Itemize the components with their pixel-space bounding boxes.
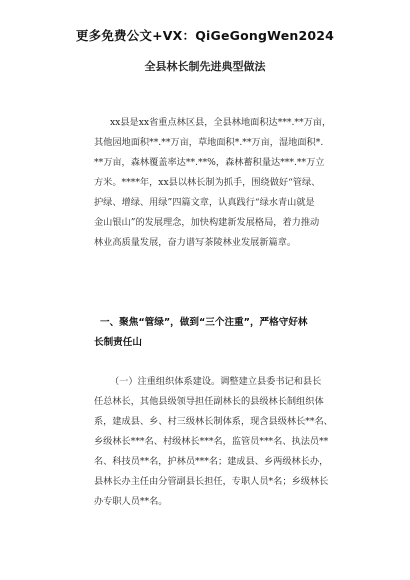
paragraph-line: 方米。****年，xx县以林长制为抓手，围绕做好“管绿、 xyxy=(94,177,321,188)
section-heading xyxy=(94,313,330,353)
paragraph-line: **万亩，森林覆盖率达**.**%，森林蓄积量达***.**万立 xyxy=(94,157,325,168)
watermark-header: 更多免费公文+VX：QiGeGongWen2024 xyxy=(75,28,335,43)
section-paragraph xyxy=(94,372,333,512)
paragraph-line: 任总林长，其他县级领导担任副林长的县级林长制组织体 xyxy=(94,396,324,407)
paragraph-line: 护绿、增绿、用绿”四篇文章，认真践行“绿水青山就是 xyxy=(94,197,315,208)
intro-paragraph xyxy=(94,113,330,253)
paragraph-line: 林业高质量发展，奋力谱写茶陵林业发展新篇章。 xyxy=(94,237,297,248)
document-title: 全县林长制先进典型做法 xyxy=(144,60,266,73)
paragraph-line: 办专职人员**名。 xyxy=(94,496,168,507)
paragraph-line: xx县是xx省重点林区县，全县林地面积达***.**万亩， xyxy=(110,117,332,128)
paragraph-line: （一）注重组织体系建设。调整建立县委书记和县长 xyxy=(110,376,322,387)
heading-line: 一、聚焦“管绿”，做到“三个注重”，严格守好林 xyxy=(100,317,308,328)
heading-line: 长制责任山 xyxy=(94,337,142,348)
paragraph-line: 县林长办主任由分管副县长担任，专职人员*名；乡级林长 xyxy=(94,476,329,487)
paragraph-line: 名、科技员**名，护林员***名；建成县、乡两级林长办， xyxy=(94,456,329,467)
paragraph-line: 其他园地面积**.**万亩，草地面积*.**万亩，湿地面积*. xyxy=(94,137,324,148)
paragraph-line: 金山银山”的发展理念，加快构建新发展格局，着力推动 xyxy=(94,217,320,228)
paragraph-line: 乡级林长***名、村级林长***名，监管员***名、执法员** xyxy=(94,436,329,447)
paragraph-line: 系，建成县、乡、村三级林长制体系，现含县级林长**名、 xyxy=(94,416,333,427)
